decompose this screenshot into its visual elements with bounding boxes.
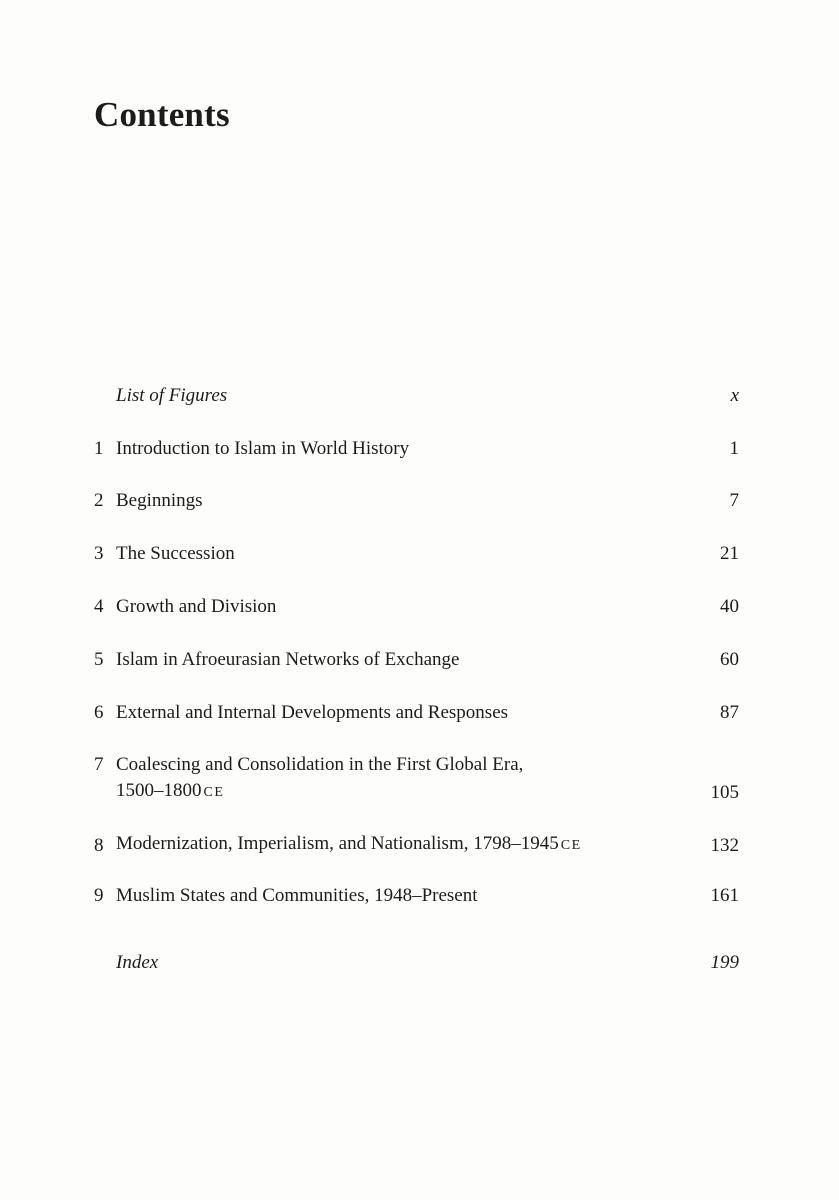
entry-title <box>116 831 699 859</box>
entry-title: Muslim States and Communities, 1948–Present <box>116 885 478 906</box>
entry-number: 4 <box>94 596 104 617</box>
entry-page: 199 <box>710 952 739 973</box>
toc-entry-index[interactable] <box>94 950 739 976</box>
toc-entry-chapter-7[interactable] <box>94 752 739 806</box>
entry-number: 9 <box>94 885 104 906</box>
entry-page: 105 <box>710 782 739 803</box>
entry-title-line-1: Coalescing and Consolidation in the First Global Era, <box>116 754 524 775</box>
toc-entry-chapter-9[interactable] <box>94 883 739 909</box>
entry-number: 6 <box>94 702 104 723</box>
entry-title-text: Modernization, Imperialism, and Nationalism, 1798–1945 <box>116 833 559 854</box>
entry-page: 40 <box>720 596 739 617</box>
toc-entry-chapter-3[interactable] <box>94 541 739 567</box>
toc-entry-chapter-8[interactable] <box>94 831 739 859</box>
entry-title: Introduction to Islam in World History <box>116 438 410 459</box>
era-label: CE <box>203 785 225 800</box>
entry-number: 8 <box>94 835 104 856</box>
toc-entry-chapter-5[interactable] <box>94 647 739 673</box>
toc-entry-list-of-figures[interactable] <box>94 383 739 409</box>
page-title: Contents <box>94 95 230 134</box>
entry-title: Beginnings <box>116 490 203 511</box>
entry-page: x <box>730 385 739 406</box>
entry-title-line-2 <box>116 778 699 806</box>
entry-title: Islam in Afroeurasian Networks of Exchange <box>116 649 460 670</box>
entry-title-years: 1500–1800 <box>116 780 202 801</box>
entry-page: 21 <box>720 543 739 564</box>
toc-entry-chapter-4[interactable] <box>94 594 739 620</box>
entry-title: List of Figures <box>116 385 228 406</box>
entry-number: 7 <box>94 754 104 775</box>
entry-title: External and Internal Developments and Responses <box>116 702 509 723</box>
entry-page: 161 <box>710 885 739 906</box>
entry-number: 2 <box>94 490 104 511</box>
entry-page: 7 <box>729 490 739 511</box>
entry-title: Growth and Division <box>116 596 277 617</box>
toc-entry-chapter-2[interactable] <box>94 488 739 514</box>
entry-page: 132 <box>710 835 739 856</box>
entry-page: 1 <box>729 438 739 459</box>
era-label: CE <box>560 838 582 853</box>
entry-number: 5 <box>94 649 104 670</box>
toc-entry-chapter-1[interactable] <box>94 436 739 462</box>
entry-page: 60 <box>720 649 739 670</box>
entry-title: The Succession <box>116 543 235 564</box>
entry-number: 3 <box>94 543 104 564</box>
entry-number: 1 <box>94 438 104 459</box>
entry-title <box>116 752 699 806</box>
entry-title: Index <box>116 952 159 973</box>
toc-entry-chapter-6[interactable] <box>94 700 739 726</box>
entry-page: 87 <box>720 702 739 723</box>
